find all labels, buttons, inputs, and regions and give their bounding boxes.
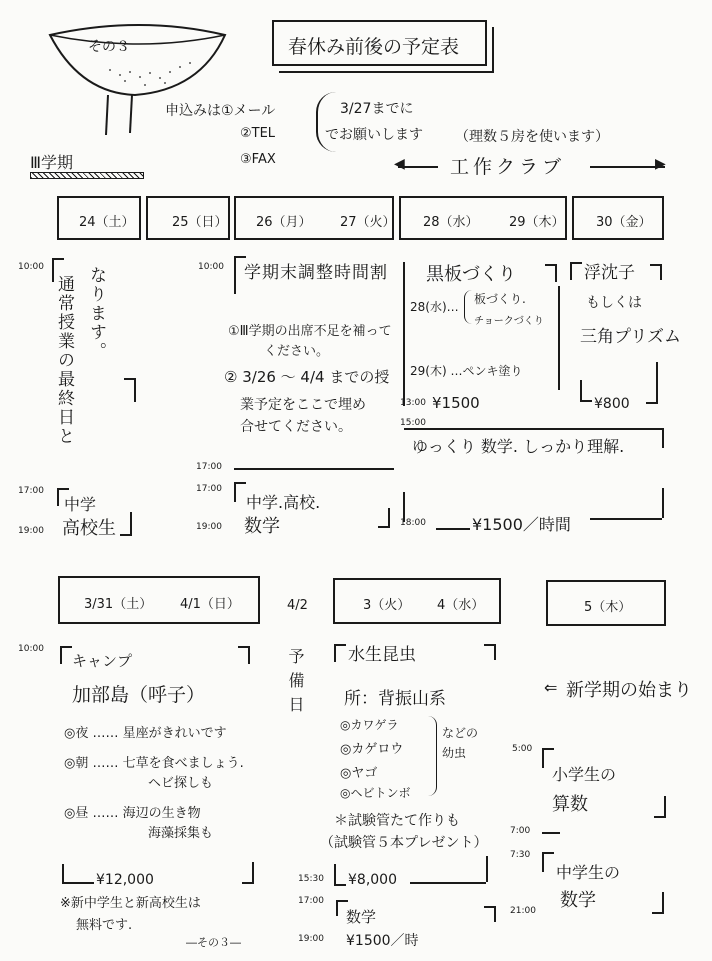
insect-larva: 幼虫 (442, 746, 467, 760)
camp-morning2: ヘビ探しも (148, 776, 214, 791)
apply-line1: 申込みは①メール (165, 103, 276, 119)
camp-place: 加部島（呼子） (72, 684, 206, 706)
day-label: 4（水） (437, 598, 485, 613)
day-box-3-4 (333, 578, 501, 624)
apply-line2: ②TEL (240, 126, 276, 141)
time-1900: 19:00 (298, 934, 324, 944)
day-label: 26（月） (256, 215, 312, 230)
elem-2: 算数 (552, 794, 588, 815)
camp-price: ¥12,000 (96, 872, 154, 888)
divider (62, 882, 94, 884)
time-1700: 17:00 (196, 484, 222, 494)
math-line: ゆっくり 数学. しっかり理解. (412, 437, 625, 456)
adjust-item2b: 業予定をここで埋め (240, 397, 366, 413)
bracket (484, 644, 496, 660)
reserve-day: 予備日 (286, 648, 305, 720)
bracket (542, 852, 554, 872)
apply-line3: ③FAX (240, 152, 276, 167)
camp-noon2: 海藻採集も (148, 826, 214, 841)
divider (436, 528, 470, 530)
day-box-5 (546, 580, 666, 626)
time-1800: 18:00 (400, 518, 426, 528)
col24-vertical-text: 通常授業の最終日と (54, 275, 74, 446)
title-box (272, 20, 487, 66)
day-box-28-29 (399, 196, 567, 240)
float-title: 浮沈子 (584, 263, 635, 283)
bb-28a: 板づくり. (474, 292, 526, 306)
adjust-item1b: ください。 (264, 344, 330, 359)
time-1300: 13:00 (400, 398, 426, 408)
bb-28b: チョークづくり (474, 316, 544, 327)
deadline-line1: 3/27までに (340, 101, 414, 117)
deadline-line2: でお願いします (325, 127, 423, 143)
col24-bottom1: 中学 (64, 495, 97, 514)
col-divider (558, 286, 560, 390)
jhs-2: 数学 (560, 890, 596, 911)
bowl-drawing (40, 15, 240, 145)
bracket (545, 264, 557, 282)
day-label: 5（木） (584, 600, 632, 615)
bracket (120, 512, 132, 536)
time-500: 5:00 (512, 744, 533, 754)
insect-4: ◎ヘビトンボ (340, 786, 411, 800)
divider (404, 428, 662, 430)
time-1900: 19:00 (18, 526, 44, 536)
bracket (646, 362, 658, 404)
new-term: 新学期の始まり (566, 680, 692, 701)
bracket (654, 796, 666, 818)
camp-noon1: ◎昼 …… 海辺の生き物 (64, 806, 201, 821)
bracket (334, 864, 346, 886)
club-arrow-line-right (590, 166, 665, 168)
time-1900: 19:00 (196, 522, 222, 532)
time-1700: 17:00 (196, 462, 222, 472)
bowl-label: その３ (88, 39, 130, 55)
time-1000: 10:00 (18, 262, 44, 272)
time-730: 7:30 (510, 850, 531, 860)
day-box-30 (572, 196, 664, 240)
time-1000: 10:00 (198, 262, 224, 272)
bb-price: ¥1500 (432, 394, 480, 412)
time-1700: 17:00 (298, 896, 324, 906)
bracket (62, 864, 74, 884)
adjust-title: 学期末調整時間割 (244, 263, 388, 283)
term-label: Ⅲ学期 (30, 153, 74, 172)
page-title: 春休み前後の予定表 (288, 36, 460, 58)
camp-title: キャンプ (72, 652, 133, 670)
bracket (52, 258, 64, 282)
day-label-42: 4/2 (287, 598, 308, 613)
term-bar (30, 172, 144, 179)
day-label: 28（水） (423, 215, 479, 230)
tube-price: ¥8,000 (348, 872, 397, 888)
day-box-331-41 (58, 576, 260, 624)
adjust-item2a: ② 3/26 ～ 4/4 までの授 (224, 368, 390, 386)
blackboard-title: 黒板づくり (426, 264, 516, 285)
bracket (650, 264, 662, 280)
divider (410, 882, 486, 884)
bracket (60, 646, 72, 664)
day-label: 27（火） (340, 215, 396, 230)
insect-title: 水生昆虫 (348, 645, 416, 665)
bracket (580, 380, 592, 402)
tube-2: （試験管５本プレゼント） (320, 835, 488, 851)
club-arrow-left-icon: ◀ (394, 156, 405, 172)
day-label: 25（日） (172, 215, 228, 230)
bracket (378, 508, 390, 528)
float-price: ¥800 (594, 396, 630, 412)
divider (590, 518, 662, 520)
insect-3: ◎ヤゴ (340, 766, 378, 781)
bracket (124, 378, 136, 402)
bracket (570, 262, 582, 280)
day-label: 30（金） (596, 215, 652, 230)
insect-1: ◎カワゲラ (340, 718, 399, 732)
col-divider (662, 428, 664, 448)
page-label: ―その３― (186, 936, 241, 949)
bracket (234, 482, 246, 502)
bracket (242, 862, 254, 884)
time-2100: 21:00 (510, 906, 536, 916)
float-prism: 三角プリズム (580, 327, 681, 347)
bracket (652, 892, 664, 914)
bb-28: 28(水)… (410, 300, 459, 314)
divider (542, 832, 560, 834)
camp-free1: ※新中学生と新高校生は (60, 896, 201, 911)
float-or: もしくは (586, 295, 642, 311)
jhs-1: 中学生の (556, 863, 621, 882)
bb-29: 29(木) …ペンキ塗り (410, 364, 523, 378)
math-price: ¥1500／時間 (472, 515, 571, 534)
adjust-item1a: ①Ⅲ学期の出席不足を補って (228, 324, 392, 339)
divider (234, 468, 394, 470)
col-divider (403, 262, 405, 406)
club-name: 工作クラブ (450, 156, 566, 178)
day-label: 29（木） (509, 215, 565, 230)
math-price-2: ¥1500／時 (346, 933, 419, 949)
col-divider (662, 488, 664, 518)
day-box-25 (146, 196, 230, 240)
day-label: 24（土） (79, 215, 135, 230)
time-1700: 17:00 (18, 486, 44, 496)
bracket (334, 644, 346, 662)
time-1000: 10:00 (18, 644, 44, 654)
new-term-arrow-icon: ⇐ (544, 678, 558, 697)
time-1530: 15:30 (298, 874, 324, 884)
col24-bottom2: 高校生 (62, 518, 116, 539)
evening-class-2: 数学 (244, 516, 280, 537)
time-1500: 15:00 (400, 418, 426, 428)
camp-morning1: ◎朝 …… 七草を食べましょう. (64, 756, 244, 771)
club-note: （理数５房を使います） (455, 129, 609, 145)
bracket (484, 906, 496, 922)
camp-free2: 無料です. (76, 918, 133, 933)
adjust-item2c: 合せてください。 (240, 419, 352, 435)
bracket (238, 646, 250, 664)
insect-etc: などの (442, 726, 479, 740)
camp-night: ◎夜 …… 星座がきれいです (64, 726, 227, 741)
club-arrow-right-icon: ▶ (655, 156, 666, 172)
day-box-26-27 (234, 196, 394, 240)
day-label: 4/1（日） (180, 597, 240, 612)
col24-vertical-text2: なります。 (86, 266, 106, 361)
evening-class-1: 中学.高校. (246, 493, 321, 512)
bb-brace (464, 290, 473, 324)
insect-brace (428, 716, 437, 796)
time-700: 7:00 (510, 826, 531, 836)
math-label: 数学 (346, 908, 377, 926)
elem-1: 小学生の (552, 765, 617, 784)
insect-2: ◎カゲロウ (340, 742, 404, 757)
tube-1: ＊試験管たて作りも (334, 813, 460, 829)
insect-place: 所：背振山系 (344, 689, 446, 709)
day-label: 3/31（土） (84, 597, 153, 612)
day-box-24 (57, 196, 141, 240)
day-label: 3（火） (363, 598, 411, 613)
col-divider (486, 856, 488, 882)
